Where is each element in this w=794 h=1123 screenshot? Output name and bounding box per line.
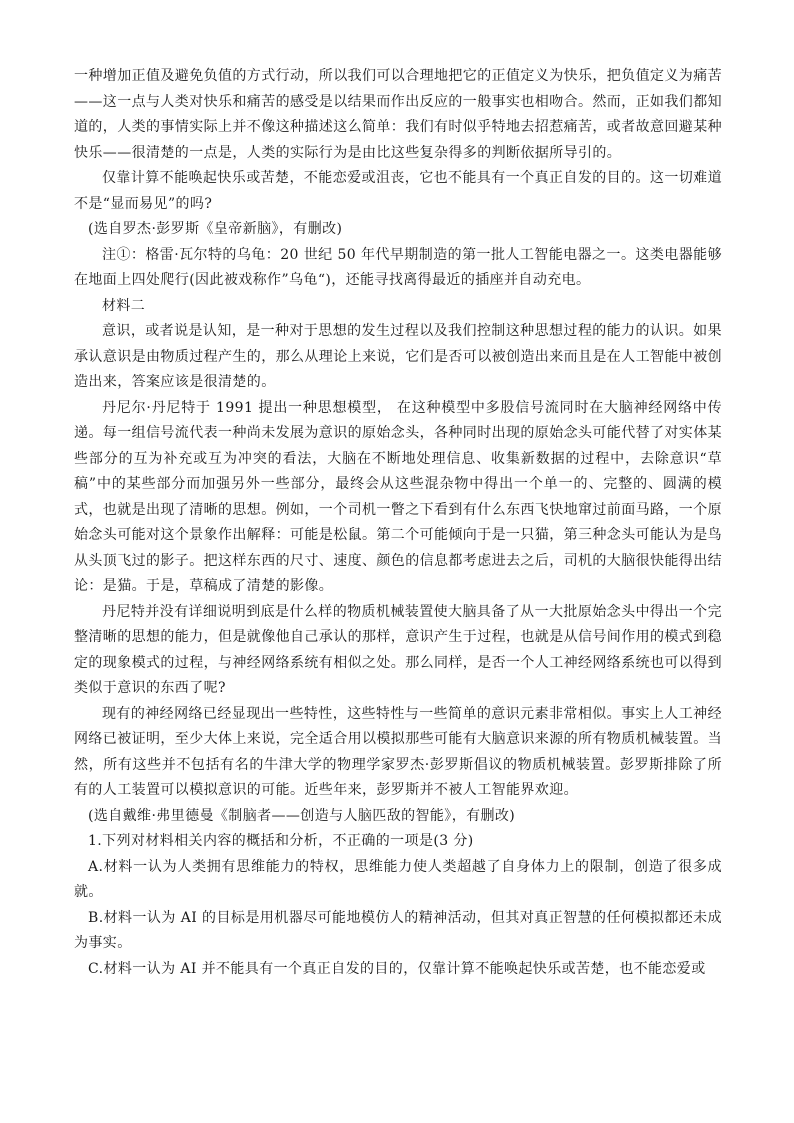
source-citation-penrose: (选自罗杰·彭罗斯《皇帝新脑》，有删改): [88, 221, 343, 237]
paragraph-dennett-model: 丹尼尔·丹尼特于 1991 提出一种思想模型， 在这种模型中多股信号流同时在大脑神经网络中传递。每一组信号流代表一种尚未发展为意识的原始念头，各种同时出现的原始念头可能代替了对实体某些部分的互为补充或互为冲突的看法，大脑在不断地处理信息、收集新数据的过程中，去除意识“草稿”中的某些部分而加强另外一些部分，最终会从这些混杂物中得出一个单一的、完整的、圆满的模式，也就是出现了清晰的思想。例如，一个司机一瞥之下看到有什么东西飞快地窜过前面马路，一个原始念头可能对这个景象作出解释：可能是松鼠。第二个可能倾向于是一只猫，第三种念头可能认为是鸟从头顶飞过的影子。把这样东西的尺寸、速度、颜色的信息都考虑进去之后，司机的大脑很快能得出结论：是猫。于是，草稿成了清楚的影像。: [74, 399, 722, 594]
paragraph-continued-intro: 一种增加正值及避免负值的方式行动，所以我们可以合理地把它的正值定义为快乐，把负值定义为痛苦——这一点与人类对快乐和痛苦的感受是以结果而作出反应的一般事实也相吻合。然而，正如我们都知道的，人类的事情实际上并不像这种描述这么简单：我们有时似乎特地去招惹痛苦，或者故意回避某种快乐——很清楚的一点是，人类的实际行为是由比这些复杂得多的判断依据所导引的。: [74, 68, 722, 161]
paragraph-consciousness-definition: 意识，或者说是认知，是一种对于思想的发生过程以及我们控制这种思想过程的能力的认识。如果承认意识是由物质过程产生的，那么从理论上来说，它们是否可以被创造出来而且是在人工智能中被创造出来，答案应该是很清楚的。: [74, 323, 722, 390]
footnote-walter-turtle: 注①：格雷·瓦尔特的乌龟：20 世纪 50 年代早期制造的第一批人工智能电器之一。这类电器能够在地面上四处爬行(因此被戏称作”乌龟“)，还能寻找离得最近的插座并自动充电。: [74, 246, 722, 288]
question-1-option-c: C.材料一认为 AI 并不能具有一个真正自发的目的，仅靠计算不能唤起快乐或苦楚，也不能恋爱或: [88, 960, 706, 977]
paragraph-neural-networks: 现有的神经网络已经显现出一些特性，这些特性与一些简单的意识元素非常相似。事实上人工神经网络已被证明，至少大体上来说，完全适合用以模拟那些可能有大脑意识来源的所有物质机械装置。当然，所有这些并不包括有名的牛津大学的物理学家罗杰·彭罗斯倡议的物质机械装置。彭罗斯排除了所有的人工装置可以模拟意识的可能。近些年来，彭罗斯并不被人工智能界欢迎。: [74, 705, 722, 798]
question-1-stem: 1.下列对材料相关内容的概括和分析，不正确的一项是(3 分): [88, 833, 474, 849]
paragraph-dennett-mechanism: 丹尼特并没有详细说明到底是什么样的物质机械装置使大脑具备了从一大批原始念头中得出一个完整清晰的思想的能力，但是就像他自己承认的那样，意识产生于过程，也就是从信号间作用的模式到稳定的现象模式的过程，与神经网络系统有相似之处。那么同样，是否一个人工神经网络系统也可以得到类似于意识的东西了呢?: [74, 603, 722, 696]
material-two-heading: 材料二: [102, 297, 146, 314]
question-1-option-b: B.材料一认为 AI 的目标是用机器尽可能地模仿人的精神活动，但其对真正智慧的任何模拟都还未成为事实。: [74, 909, 722, 951]
document-body: [74, 64, 722, 982]
source-citation-freedman: (选自戴维·弗里德曼《制脑者——创造与人脑匹敌的智能》，有删改): [88, 807, 516, 824]
question-1-option-a: A.材料一认为人类拥有思维能力的特权，思维能力使人类超越了自身体力上的限制，创造了很多成就。: [74, 858, 722, 900]
paragraph-computation-claim: 仅靠计算不能唤起快乐或苦楚，不能恋爱或沮丧，它也不能具有一个真正自发的目的。这一切难道不是“显而易见”的吗?: [74, 170, 722, 212]
